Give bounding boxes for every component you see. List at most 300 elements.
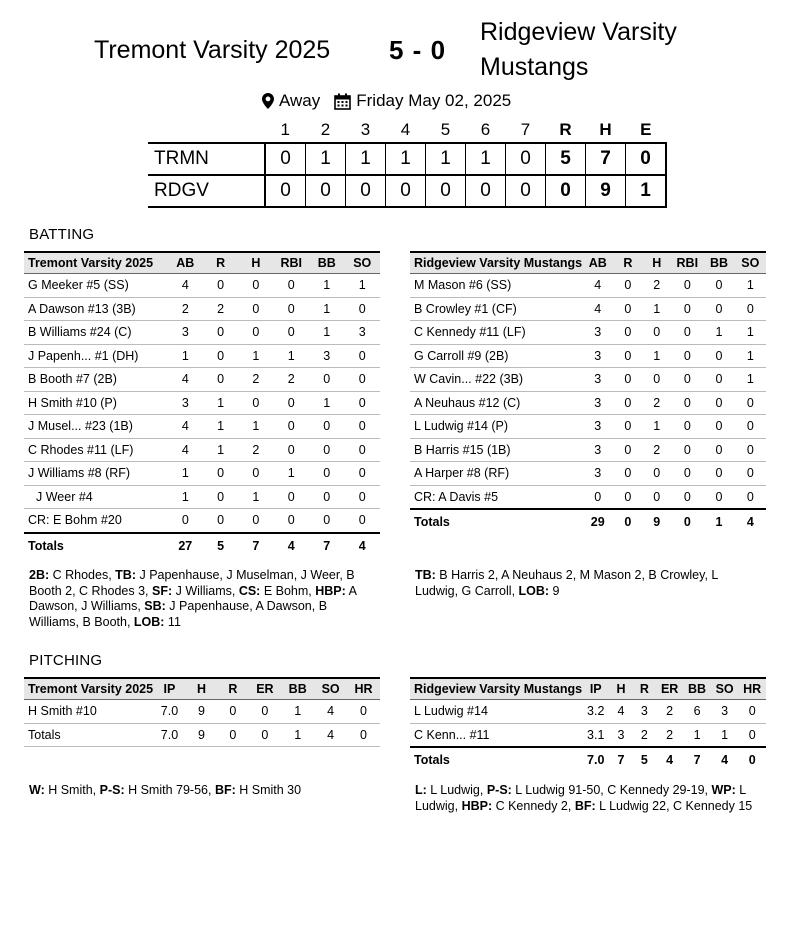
- stat-value: 2: [642, 391, 671, 415]
- stat-header: H: [186, 678, 217, 700]
- stat-value: 0: [344, 391, 380, 415]
- stat-value: 3: [711, 700, 739, 724]
- stat-header: R: [633, 678, 656, 700]
- stat-value: 0: [642, 368, 671, 392]
- player-row: [24, 297, 380, 321]
- stat-value: 0: [238, 391, 273, 415]
- stat-value: 7.0: [153, 700, 186, 724]
- stat-value: 0: [344, 344, 380, 368]
- note-label: TB:: [415, 568, 436, 582]
- runs-header: R: [559, 120, 572, 139]
- note-label: HBP:: [315, 583, 346, 598]
- player-row: [410, 368, 766, 392]
- player-name: G Meeker #5 (SS): [24, 274, 168, 298]
- away-batting-table: [410, 251, 766, 534]
- stat-value: 0: [735, 297, 766, 321]
- stat-value: 4: [582, 297, 613, 321]
- note-text: B Harris 2, A Neuhaus 2, M Mason 2, B Crowley, L Ludwig, G Carroll,: [415, 568, 718, 598]
- totals-label: Totals: [410, 747, 582, 772]
- player-name: A Harper #8 (RF): [410, 462, 582, 486]
- stat-value: 0: [613, 462, 642, 486]
- note-text: J Papenhause, A Dawson, B Williams, B Booth,: [29, 599, 328, 629]
- player-row: [24, 274, 380, 298]
- player-name: B Harris #15 (1B): [410, 438, 582, 462]
- player-name: B Crowley #1 (CF): [410, 297, 582, 321]
- stat-value: 9: [186, 723, 217, 747]
- header-row: [410, 678, 766, 700]
- stat-value: 0: [613, 485, 642, 509]
- stat-value: 1: [642, 344, 671, 368]
- final-score: 5 - 0: [389, 35, 447, 65]
- stat-value: 1: [281, 723, 314, 747]
- player-row: [410, 415, 766, 439]
- player-row: [24, 509, 380, 533]
- note-label: LOB:: [133, 614, 165, 629]
- stat-value: 4: [168, 368, 203, 392]
- stat-value: 0: [671, 274, 703, 298]
- note-text: J Williams,: [172, 583, 239, 598]
- note-label: 2B:: [29, 568, 50, 582]
- player-name: B Booth #7 (2B): [24, 368, 168, 392]
- stat-value: 1: [735, 274, 766, 298]
- stat-value: 0: [735, 391, 766, 415]
- player-row: [410, 700, 766, 724]
- player-row: [24, 700, 380, 724]
- stat-value: 4: [609, 700, 632, 724]
- total-value: 0: [738, 747, 766, 772]
- stat-value: 0: [347, 723, 380, 747]
- total-value: 4: [656, 747, 683, 772]
- stat-value: 0: [309, 415, 344, 439]
- team-abbrev: RDGV: [154, 180, 209, 201]
- stat-value: 0: [344, 509, 380, 533]
- player-name: W Cavin... #22 (3B): [410, 368, 582, 392]
- stat-value: 0: [703, 485, 734, 509]
- stat-value: 0: [217, 723, 248, 747]
- player-row: [24, 485, 380, 509]
- note-label: L:: [415, 783, 427, 797]
- note-text: A Dawson, J Williams,: [29, 583, 357, 613]
- inning-runs: 0: [506, 143, 546, 175]
- note-text: H Smith,: [44, 783, 100, 797]
- team-header: Tremont Varsity 2025: [24, 678, 153, 700]
- player-name: Totals: [24, 723, 153, 747]
- stat-value: 0: [273, 438, 309, 462]
- inning-header: 2: [320, 120, 331, 139]
- player-name: J Williams #8 (RF): [24, 462, 168, 486]
- stat-value: 0: [309, 485, 344, 509]
- stat-value: 0: [613, 391, 642, 415]
- stat-value: 1: [642, 297, 671, 321]
- stat-value: 0: [203, 485, 238, 509]
- stat-value: 2: [273, 368, 309, 392]
- stat-value: 0: [347, 700, 380, 724]
- total-value: 7: [609, 747, 632, 772]
- stat-value: 0: [613, 438, 642, 462]
- stat-header: BB: [309, 252, 344, 274]
- total-value: 0: [671, 509, 703, 534]
- stat-value: 0: [703, 368, 734, 392]
- stat-value: 0: [671, 321, 703, 345]
- total-value: 9: [642, 509, 671, 534]
- note-label: BF:: [214, 783, 236, 797]
- player-name: L Ludwig #14 (P): [410, 415, 582, 439]
- stat-value: 0: [238, 297, 273, 321]
- inning-header: 3: [360, 120, 371, 139]
- stat-value: 3.2: [582, 700, 609, 724]
- stat-header: SO: [711, 678, 739, 700]
- note-text: J Papenhause, J Muselman, J Weer, B Booth 2, C Rhodes 3,: [29, 568, 355, 598]
- stat-value: 0: [273, 509, 309, 533]
- stat-value: 0: [703, 274, 734, 298]
- total-value: 27: [168, 533, 203, 558]
- stat-value: 0: [671, 415, 703, 439]
- stat-value: 0: [309, 368, 344, 392]
- pitching-section-title: PITCHING: [29, 652, 103, 669]
- inning-runs: 0: [506, 175, 546, 207]
- totals-label: Totals: [410, 509, 582, 534]
- totals-row: [24, 533, 380, 558]
- stat-value: 1: [309, 321, 344, 345]
- stat-value: 0: [735, 438, 766, 462]
- stat-value: 1: [238, 344, 273, 368]
- stat-value: 0: [703, 462, 734, 486]
- stat-value: 0: [238, 274, 273, 298]
- note-label: WP:: [711, 783, 736, 797]
- stat-value: 0: [203, 368, 238, 392]
- note-label: P-S:: [486, 783, 512, 797]
- stat-value: 0: [203, 321, 238, 345]
- inning-runs: 1: [426, 143, 466, 175]
- total-value: 29: [582, 509, 613, 534]
- stat-header: H: [642, 252, 671, 274]
- home-batting-notes: [29, 568, 379, 630]
- stat-value: 0: [238, 462, 273, 486]
- stat-value: 0: [249, 700, 282, 724]
- away-team-name-line1: Ridgeview Varsity: [480, 18, 677, 46]
- total-hits: 7: [586, 143, 626, 175]
- stat-header: AB: [168, 252, 203, 274]
- note-label: LOB:: [518, 583, 550, 598]
- totals-row: [410, 509, 766, 534]
- stat-value: 1: [168, 462, 203, 486]
- stat-value: 0: [217, 700, 248, 724]
- home-pitching-table: [24, 677, 380, 747]
- stat-header: AB: [582, 252, 613, 274]
- stat-value: 0: [613, 274, 642, 298]
- player-name: C Kennedy #11 (LF): [410, 321, 582, 345]
- stat-value: 0: [273, 274, 309, 298]
- stat-value: 1: [273, 462, 309, 486]
- stat-value: 0: [344, 462, 380, 486]
- stat-header: IP: [582, 678, 609, 700]
- line-score-table: [148, 118, 667, 208]
- stat-header: R: [203, 252, 238, 274]
- inning-runs: 1: [346, 143, 386, 175]
- stat-value: 2: [633, 723, 656, 747]
- note-label: SB:: [144, 599, 166, 613]
- player-row: [24, 723, 380, 747]
- stat-header: RBI: [273, 252, 309, 274]
- stat-value: 2: [642, 438, 671, 462]
- stat-header: R: [217, 678, 248, 700]
- player-name: CR: A Davis #5: [410, 485, 582, 509]
- stat-value: 0: [703, 344, 734, 368]
- total-value: 4: [344, 533, 380, 558]
- player-name: A Neuhaus #12 (C): [410, 391, 582, 415]
- note-text: L Ludwig,: [415, 783, 746, 813]
- stat-value: 0: [703, 438, 734, 462]
- stat-value: 0: [703, 391, 734, 415]
- stat-value: 1: [735, 344, 766, 368]
- note-text: E Bohm,: [260, 583, 316, 598]
- total-value: 7.0: [582, 747, 609, 772]
- stat-value: 0: [703, 415, 734, 439]
- stat-value: 0: [671, 462, 703, 486]
- note-label: W:: [29, 783, 45, 797]
- stat-value: 1: [309, 274, 344, 298]
- stat-value: 3.1: [582, 723, 609, 747]
- stat-value: 1: [203, 438, 238, 462]
- stat-header: HR: [738, 678, 766, 700]
- stat-value: 9: [186, 700, 217, 724]
- team-header: Ridgeview Varsity Mustangs: [410, 678, 582, 700]
- stat-value: 3: [633, 700, 656, 724]
- player-row: [24, 344, 380, 368]
- stat-value: 3: [582, 368, 613, 392]
- player-name: L Ludwig #14: [410, 700, 582, 724]
- stat-value: 6: [683, 700, 711, 724]
- stat-value: 0: [642, 321, 671, 345]
- player-row: [24, 368, 380, 392]
- stat-value: 0: [344, 438, 380, 462]
- team-header: Ridgeview Varsity Mustangs: [410, 252, 582, 274]
- note-text: C Kennedy 2,: [492, 798, 575, 813]
- totals-row: [410, 747, 766, 772]
- stat-value: 0: [273, 485, 309, 509]
- stat-header: BB: [281, 678, 314, 700]
- stat-value: 2: [203, 297, 238, 321]
- player-row: [24, 438, 380, 462]
- player-name: J Papenh... #1 (DH): [24, 344, 168, 368]
- stat-value: 0: [273, 297, 309, 321]
- player-row: [24, 391, 380, 415]
- inning-runs: 0: [265, 143, 306, 175]
- stat-header: SO: [344, 252, 380, 274]
- player-name: H Smith #10 (P): [24, 391, 168, 415]
- note-text: L Ludwig,: [426, 783, 487, 797]
- stat-value: 0: [203, 274, 238, 298]
- total-value: 4: [735, 509, 766, 534]
- away-team-name-line2: Mustangs: [480, 53, 589, 81]
- team-header: Tremont Varsity 2025: [24, 252, 168, 274]
- stat-value: 0: [203, 462, 238, 486]
- stat-value: 3: [344, 321, 380, 345]
- stat-value: 4: [582, 274, 613, 298]
- player-name: C Kenn... #11: [410, 723, 582, 747]
- player-row: [410, 391, 766, 415]
- stat-value: 1: [168, 344, 203, 368]
- stat-value: 0: [671, 438, 703, 462]
- stat-value: 3: [582, 344, 613, 368]
- team-abbrev: TRMN: [154, 148, 209, 169]
- player-row: [410, 462, 766, 486]
- total-value: 4: [273, 533, 309, 558]
- stat-value: 1: [642, 415, 671, 439]
- stat-value: 0: [582, 485, 613, 509]
- line-score-row: [148, 143, 666, 175]
- calendar-icon: [334, 93, 351, 110]
- location-pin-icon: [262, 93, 274, 109]
- stat-value: 2: [238, 438, 273, 462]
- total-value: 5: [203, 533, 238, 558]
- stat-header: RBI: [671, 252, 703, 274]
- totals-label: Totals: [24, 533, 168, 558]
- stat-value: 0: [613, 344, 642, 368]
- stat-value: 4: [168, 274, 203, 298]
- player-row: [410, 297, 766, 321]
- stat-value: 3: [582, 415, 613, 439]
- total-value: 7: [309, 533, 344, 558]
- inning-runs: 1: [466, 143, 506, 175]
- stat-value: 1: [168, 485, 203, 509]
- stat-value: 1: [309, 391, 344, 415]
- stat-value: 3: [582, 321, 613, 345]
- stat-value: 4: [314, 700, 347, 724]
- total-value: 0: [613, 509, 642, 534]
- stat-value: 0: [309, 462, 344, 486]
- stat-value: 0: [735, 415, 766, 439]
- note-text: L Ludwig 22, C Kennedy 15: [595, 798, 753, 813]
- inning-runs: 0: [386, 175, 426, 207]
- game-meta: [262, 91, 511, 111]
- player-row: [24, 321, 380, 345]
- location-label: Away: [279, 91, 321, 110]
- inning-runs: 0: [346, 175, 386, 207]
- stat-value: 3: [309, 344, 344, 368]
- note-text: H Smith 30: [235, 783, 302, 797]
- total-value: 5: [633, 747, 656, 772]
- note-label: SF:: [152, 583, 173, 598]
- note-label: CS:: [238, 583, 261, 598]
- stat-value: 0: [671, 344, 703, 368]
- stat-value: 0: [344, 368, 380, 392]
- inning-header: 7: [520, 120, 531, 139]
- stat-value: 4: [168, 438, 203, 462]
- stat-value: 0: [613, 415, 642, 439]
- player-name: A Dawson #13 (3B): [24, 297, 168, 321]
- inning-runs: 0: [265, 175, 306, 207]
- stat-value: 2: [642, 274, 671, 298]
- stat-value: 0: [203, 509, 238, 533]
- note-text: H Smith 79-56,: [124, 783, 215, 797]
- player-row: [410, 438, 766, 462]
- stat-value: 2: [238, 368, 273, 392]
- errors-header: E: [640, 120, 652, 139]
- player-name: G Carroll #9 (2B): [410, 344, 582, 368]
- stat-header: ER: [249, 678, 282, 700]
- header-row: [24, 678, 380, 700]
- note-text: C Rhodes,: [49, 568, 116, 582]
- player-row: [24, 415, 380, 439]
- total-runs: 0: [546, 175, 586, 207]
- away-pitching-notes: [415, 783, 760, 814]
- stat-value: 0: [344, 485, 380, 509]
- stat-header: IP: [153, 678, 186, 700]
- stat-value: 0: [703, 297, 734, 321]
- inning-runs: 0: [306, 175, 346, 207]
- inning-runs: 0: [426, 175, 466, 207]
- stat-value: 4: [314, 723, 347, 747]
- player-name: B Williams #24 (C): [24, 321, 168, 345]
- total-value: 1: [703, 509, 734, 534]
- note-label: P-S:: [99, 783, 125, 797]
- stat-value: 0: [344, 297, 380, 321]
- stat-value: 0: [738, 723, 766, 747]
- home-pitching-notes: [29, 783, 379, 799]
- player-row: [410, 344, 766, 368]
- stat-value: 0: [671, 368, 703, 392]
- stat-value: 0: [203, 344, 238, 368]
- inning-header: 6: [480, 120, 491, 139]
- stat-value: 3: [582, 391, 613, 415]
- stat-value: 0: [309, 509, 344, 533]
- stat-header: HR: [347, 678, 380, 700]
- note-text: 9: [549, 583, 560, 598]
- note-label: BF:: [574, 798, 596, 813]
- stat-value: 1: [238, 415, 273, 439]
- stat-value: 0: [273, 391, 309, 415]
- stat-value: 0: [738, 700, 766, 724]
- stat-value: 3: [582, 438, 613, 462]
- stat-value: 0: [735, 462, 766, 486]
- stat-value: 0: [168, 509, 203, 533]
- stat-value: 0: [735, 485, 766, 509]
- player-name: J Musel... #23 (1B): [24, 415, 168, 439]
- stat-value: 1: [203, 391, 238, 415]
- inning-header: 5: [440, 120, 451, 139]
- game-date: Friday May 02, 2025: [356, 91, 512, 110]
- stat-value: 1: [344, 274, 380, 298]
- total-hits: 9: [586, 175, 626, 207]
- stat-value: 1: [711, 723, 739, 747]
- stat-header: H: [238, 252, 273, 274]
- stat-value: 0: [671, 485, 703, 509]
- player-row: [410, 321, 766, 345]
- stat-header: R: [613, 252, 642, 274]
- note-label: TB:: [115, 568, 136, 582]
- player-row: [24, 462, 380, 486]
- stat-header: SO: [735, 252, 766, 274]
- stat-value: 2: [656, 723, 683, 747]
- stat-value: 3: [609, 723, 632, 747]
- stat-value: 3: [168, 321, 203, 345]
- stat-header: ER: [656, 678, 683, 700]
- player-row: [410, 723, 766, 747]
- player-name: H Smith #10: [24, 700, 153, 724]
- stat-value: 1: [735, 368, 766, 392]
- note-text: 11: [164, 614, 181, 629]
- player-row: [410, 274, 766, 298]
- line-score-row: [148, 175, 666, 207]
- stat-header: BB: [683, 678, 711, 700]
- player-name: C Rhodes #11 (LF): [24, 438, 168, 462]
- batting-section-title: BATTING: [29, 226, 95, 243]
- player-name: M Mason #6 (SS): [410, 274, 582, 298]
- stat-value: 0: [273, 415, 309, 439]
- inning-header: 1: [280, 120, 290, 139]
- stat-value: 1: [238, 485, 273, 509]
